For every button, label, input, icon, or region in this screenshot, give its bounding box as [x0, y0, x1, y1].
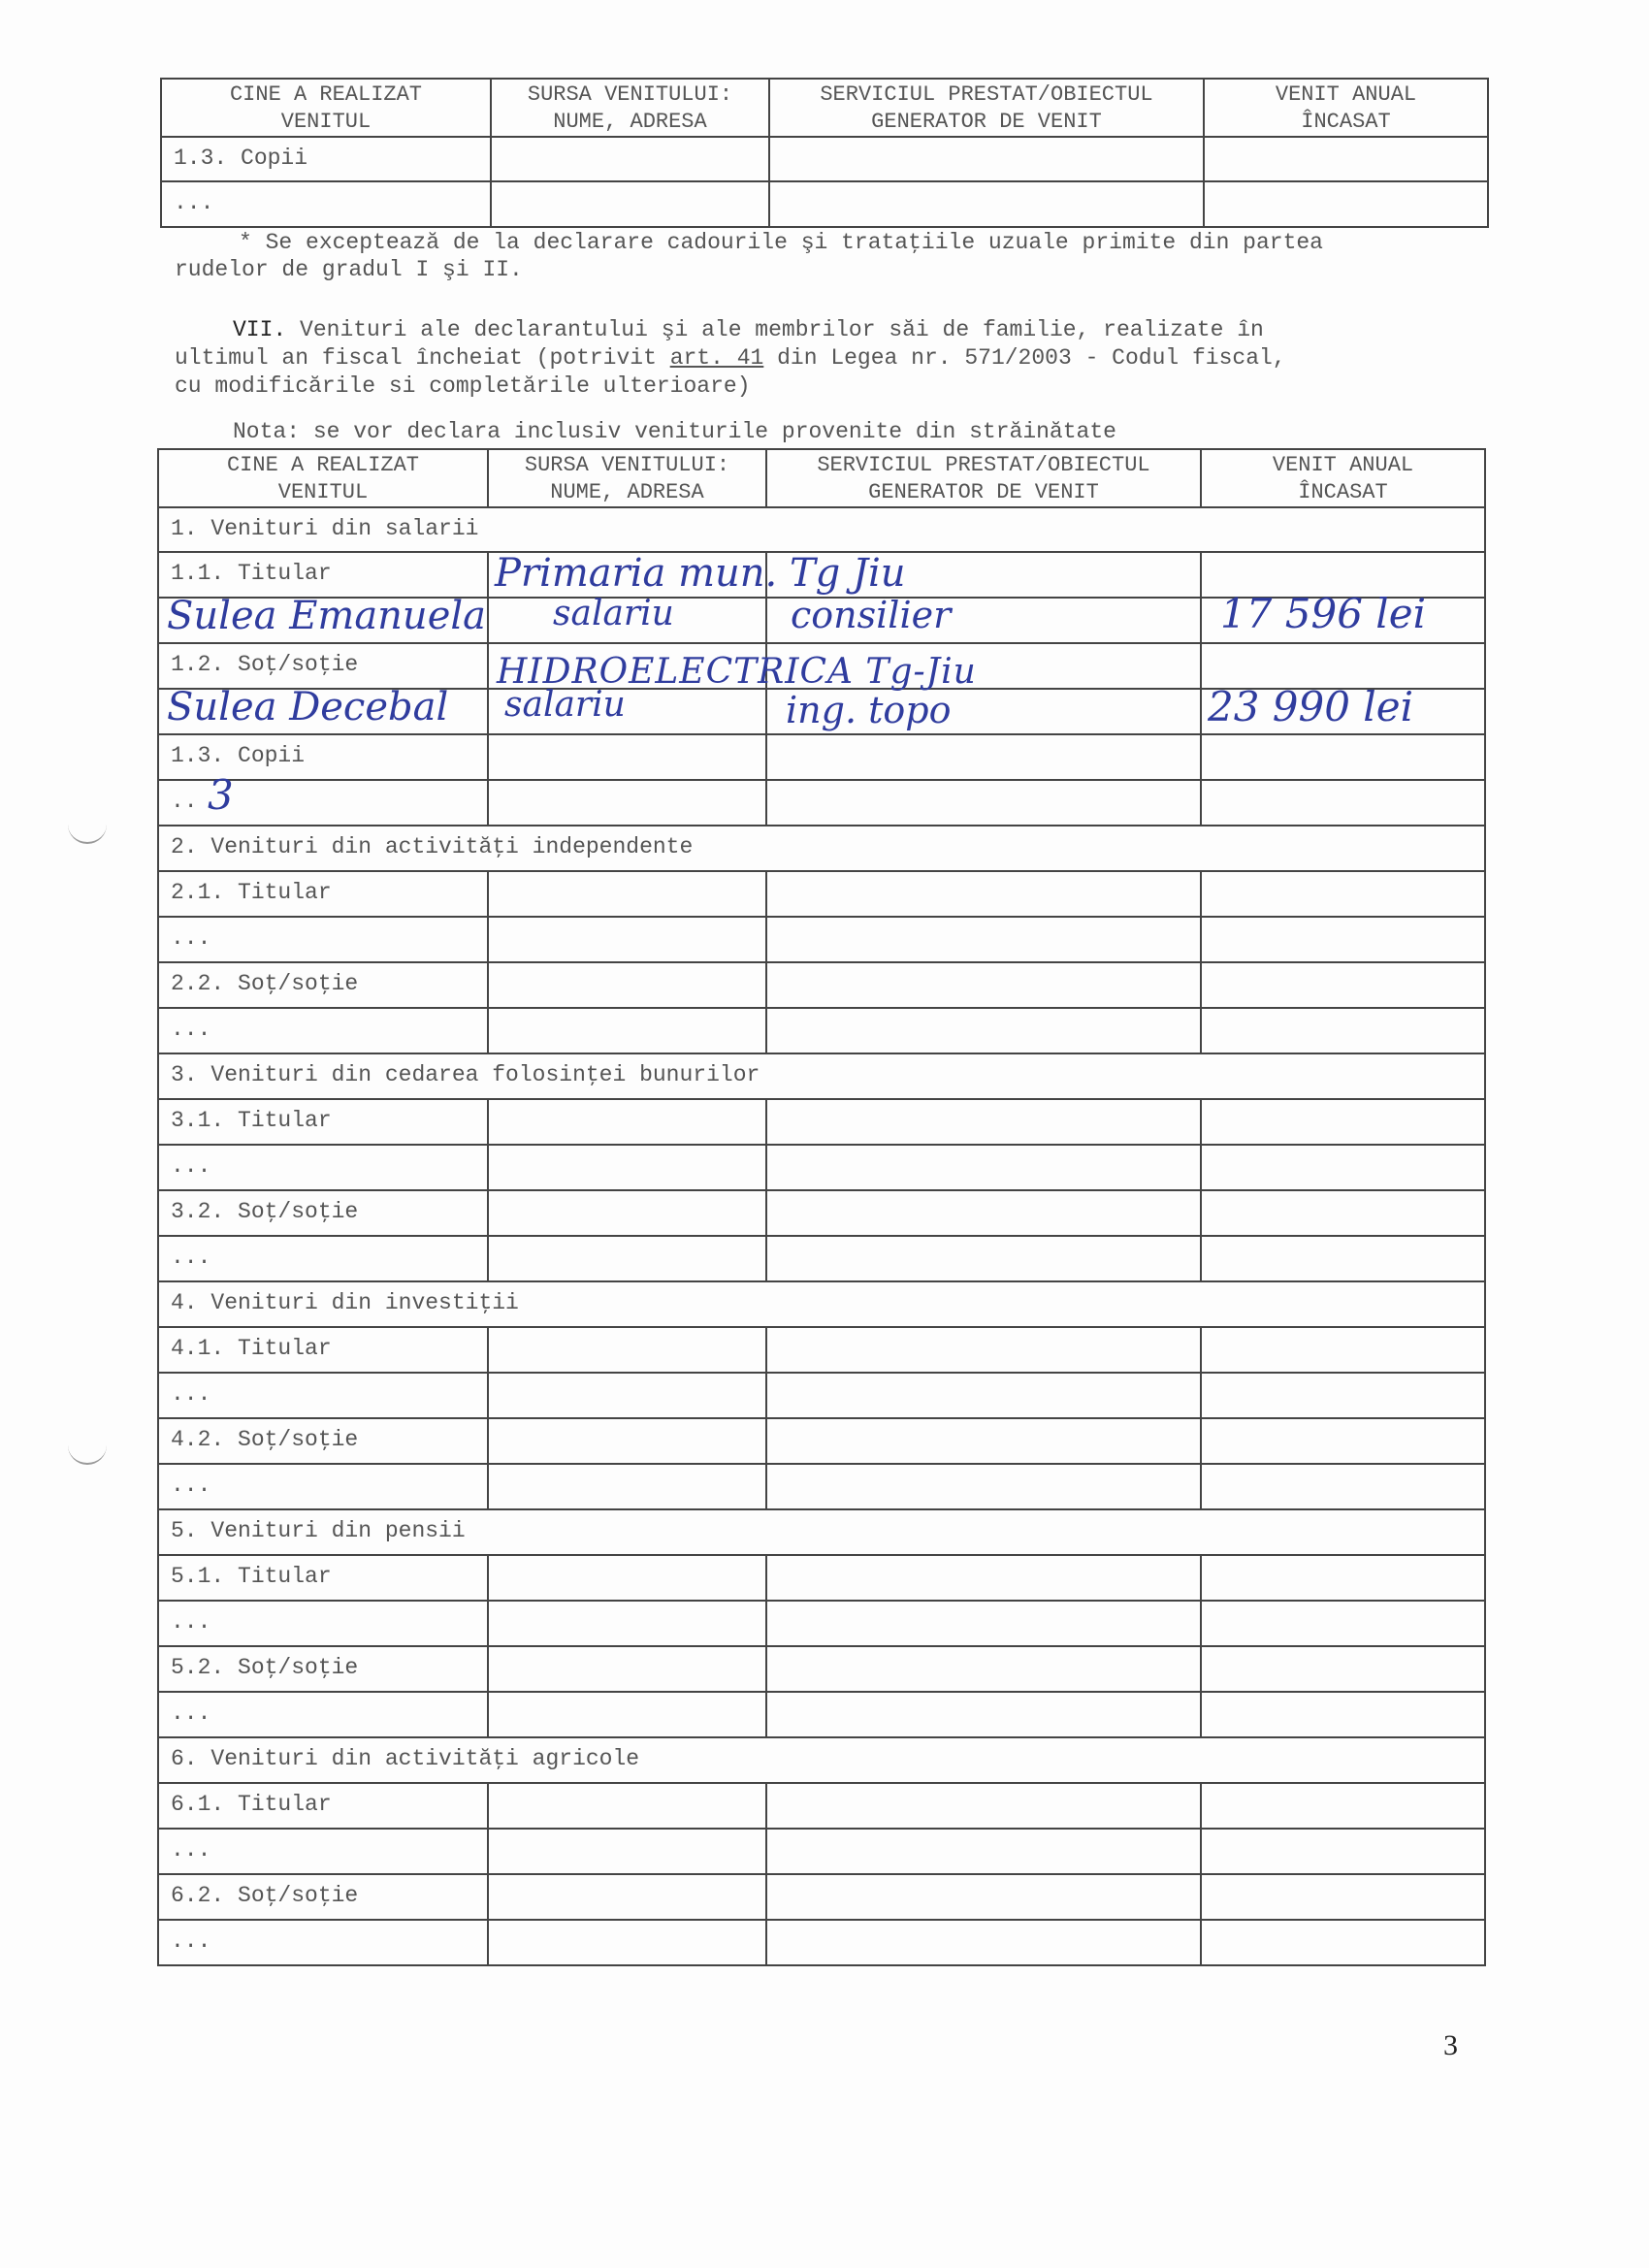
header-who: CINE A REALIZAT VENITUL: [161, 79, 491, 137]
handwritten-name-titular: Sulea Emanuela: [167, 594, 487, 638]
table-row: [158, 780, 1485, 826]
service-cell: [766, 1783, 1201, 1829]
header-who: CINE A REALIZAT VENITUL: [158, 449, 488, 507]
header-income: VENIT ANUAL ÎNCASAT: [1204, 79, 1488, 137]
service-cell: [766, 1008, 1201, 1053]
table-row: [158, 1646, 1485, 1692]
income-cell: [1201, 1418, 1485, 1464]
table-row: [158, 1692, 1485, 1737]
source-cell: [488, 1829, 766, 1874]
row-label: ...: [158, 1236, 488, 1281]
table-row: [158, 1555, 1485, 1601]
row-label: 6.1. Titular: [158, 1783, 488, 1829]
service-cell: [766, 1236, 1201, 1281]
section-vii-line-1: VII. Venituri ale declarantului şi ale membrilor săi de familie, realizate în: [233, 317, 1264, 342]
source-cell: [488, 1418, 766, 1464]
table-row: [158, 1373, 1485, 1418]
income-cell: [1201, 643, 1485, 689]
source-cell: [488, 1099, 766, 1145]
table-row: [158, 871, 1485, 917]
section-title-row: [158, 1281, 1485, 1327]
row-label: ...: [158, 1920, 488, 1965]
table-header-row: [161, 79, 1488, 137]
table-row: [158, 1008, 1485, 1053]
service-cell: [766, 917, 1201, 962]
row-label: 1.3. Copii: [161, 137, 491, 181]
row-label: ..: [158, 780, 488, 826]
table-header-row: [158, 449, 1485, 507]
section-vii-line-2: ultimul an fiscal încheiat (potrivit art. 41 din Legea nr. 571/2003 - Codul fiscal,: [175, 345, 1286, 371]
service-cell: [766, 1692, 1201, 1737]
section-title: 3. Venituri din cedarea folosinţei bunurilor: [158, 1053, 1485, 1099]
service-cell: [766, 1145, 1201, 1190]
source-cell: [488, 1464, 766, 1509]
income-cell: [1201, 1145, 1485, 1190]
service-cell: [766, 1920, 1201, 1965]
source-cell: [488, 962, 766, 1008]
nota-line: Nota: se vor declara inclusiv veniturile provenite din străinătate: [233, 419, 1116, 444]
source-cell: [488, 1920, 766, 1965]
service-cell: [766, 962, 1201, 1008]
income-cell: [1201, 1099, 1485, 1145]
source-cell: [488, 1783, 766, 1829]
handwritten-service-sot: ing. topo: [786, 689, 952, 731]
table-row: [158, 1418, 1485, 1464]
row-label: 3.2. Soţ/soţie: [158, 1190, 488, 1236]
table-row: [158, 734, 1485, 780]
row-label: 5.1. Titular: [158, 1555, 488, 1601]
table-row: [161, 181, 1488, 227]
income-cell: [1201, 1829, 1485, 1874]
table-row: [158, 1783, 1485, 1829]
table-row: [158, 1464, 1485, 1509]
table-row: [158, 1099, 1485, 1145]
service-cell: [766, 1099, 1201, 1145]
table-row: [158, 1145, 1485, 1190]
handwritten-salary-titular: salariu: [553, 594, 674, 633]
section-title-row: [158, 826, 1485, 871]
table-row: [158, 1920, 1485, 1965]
source-cell: [488, 917, 766, 962]
handwritten-source-titular: Primaria mun. Tg Jiu: [495, 551, 906, 596]
source-cell: [488, 1236, 766, 1281]
income-cell: [1201, 1783, 1485, 1829]
row-label: ...: [158, 1692, 488, 1737]
source-cell: [488, 871, 766, 917]
income-cell: [1201, 1327, 1485, 1373]
punch-hole-mark: [68, 1445, 107, 1465]
service-cell: [766, 780, 1201, 826]
income-cell: [1201, 1464, 1485, 1509]
service-cell: [766, 734, 1201, 780]
income-cell: [1201, 1236, 1485, 1281]
section-title-row: [158, 1737, 1485, 1783]
income-cell: [1201, 1190, 1485, 1236]
law-article-link[interactable]: art. 41: [669, 345, 764, 371]
row-label: ...: [158, 1464, 488, 1509]
row-label: 4.1. Titular: [158, 1327, 488, 1373]
table-row: [158, 962, 1485, 1008]
service-cell: [766, 1874, 1201, 1920]
row-label: 5.2. Soţ/soţie: [158, 1646, 488, 1692]
handwritten-name-sot: Sulea Decebal: [167, 685, 449, 729]
row-label: 2.2. Soţ/soţie: [158, 962, 488, 1008]
section-vii-line-3: cu modificările si completările ulterioare): [175, 373, 751, 399]
row-label: ...: [158, 1601, 488, 1646]
footnote-line-2: rudelor de gradul I şi II.: [175, 257, 523, 282]
section-title-row: [158, 507, 1485, 552]
section-title-row: [158, 1053, 1485, 1099]
income-cell: [1201, 780, 1485, 826]
header-income: VENIT ANUAL ÎNCASAT: [1201, 449, 1485, 507]
row-label: 1.1. Titular: [158, 552, 488, 598]
source-cell: [488, 1646, 766, 1692]
row-label: ...: [158, 1373, 488, 1418]
income-cell: [1201, 962, 1485, 1008]
table-row: [158, 1829, 1485, 1874]
row-label: 1.2. Soţ/soţie: [158, 643, 488, 689]
source-cell: [488, 1145, 766, 1190]
section-title-row: [158, 1509, 1485, 1555]
table-row: [158, 1236, 1485, 1281]
source-cell: [488, 1327, 766, 1373]
service-cell: [766, 1373, 1201, 1418]
table-row: [158, 1327, 1485, 1373]
row-label: ...: [158, 1829, 488, 1874]
source-cell: [488, 780, 766, 826]
source-cell: [488, 1373, 766, 1418]
section-title: 6. Venituri din activităţi agricole: [158, 1737, 1485, 1783]
table-row: [158, 1601, 1485, 1646]
service-cell: [766, 1601, 1201, 1646]
section-title: 1. Venituri din salarii: [158, 507, 1485, 552]
income-cell: [1201, 1874, 1485, 1920]
row-label: ...: [158, 1008, 488, 1053]
service-cell: [766, 1646, 1201, 1692]
service-cell: [766, 1327, 1201, 1373]
source-cell: [488, 734, 766, 780]
header-service: SERVICIUL PRESTAT/OBIECTUL GENERATOR DE VENIT: [766, 449, 1201, 507]
row-label: 6.2. Soţ/soţie: [158, 1874, 488, 1920]
income-cell: [1201, 1601, 1485, 1646]
income-table-continued: [160, 78, 1489, 228]
source-cell: [488, 1190, 766, 1236]
income-cell: [1201, 1646, 1485, 1692]
source-cell: [488, 1555, 766, 1601]
footnote-line-1: * Se exceptează de la declarare cadourile şi trataţiile uzuale primite din partea: [239, 230, 1323, 255]
source-cell: [488, 1008, 766, 1053]
service-cell: [766, 1464, 1201, 1509]
row-label: 4.2. Soţ/soţie: [158, 1418, 488, 1464]
table-row: [158, 1190, 1485, 1236]
header-source: SURSA VENITULUI: NUME, ADRESA: [488, 449, 766, 507]
table-row: [158, 1874, 1485, 1920]
section-title: 5. Venituri din pensii: [158, 1509, 1485, 1555]
service-cell: [766, 1829, 1201, 1874]
row-label: 1.3. Copii: [158, 734, 488, 780]
service-cell: [766, 1190, 1201, 1236]
service-cell: [766, 871, 1201, 917]
income-cell: [1201, 1692, 1485, 1737]
income-cell: [1201, 734, 1485, 780]
section-title: 4. Venituri din investiţii: [158, 1281, 1485, 1327]
punch-hole-mark: [68, 825, 107, 844]
row-label: ...: [161, 181, 491, 227]
table-row: [161, 137, 1488, 181]
header-service: SERVICIUL PRESTAT/OBIECTUL GENERATOR DE VENIT: [769, 79, 1204, 137]
income-cell: [1201, 1920, 1485, 1965]
row-label: 3.1. Titular: [158, 1099, 488, 1145]
handwritten-source-sot: HIDROELECTRICA Tg-Jiu: [497, 652, 977, 692]
table-row: [158, 917, 1485, 962]
income-cell: [1201, 1373, 1485, 1418]
handwritten-amount-titular: 17 596 lei: [1220, 590, 1427, 637]
income-cell: [1201, 1555, 1485, 1601]
source-cell: [488, 1601, 766, 1646]
page-number: 3: [1443, 2029, 1458, 2061]
service-cell: [766, 1555, 1201, 1601]
handwritten-children-count: 3: [208, 771, 234, 819]
handwritten-service-titular: consilier: [791, 594, 952, 636]
row-label: ...: [158, 1145, 488, 1190]
handwritten-salary-sot: salariu: [504, 685, 626, 725]
income-cell: [1201, 1008, 1485, 1053]
source-cell: [488, 1692, 766, 1737]
source-cell: [488, 1874, 766, 1920]
row-label: 2.1. Titular: [158, 871, 488, 917]
income-cell: [1201, 917, 1485, 962]
handwritten-amount-sot: 23 990 lei: [1208, 683, 1414, 730]
header-source: SURSA VENITULUI: NUME, ADRESA: [491, 79, 769, 137]
row-label: ...: [158, 917, 488, 962]
service-cell: [766, 1418, 1201, 1464]
section-title: 2. Venituri din activităţi independente: [158, 826, 1485, 871]
income-cell: [1201, 871, 1485, 917]
